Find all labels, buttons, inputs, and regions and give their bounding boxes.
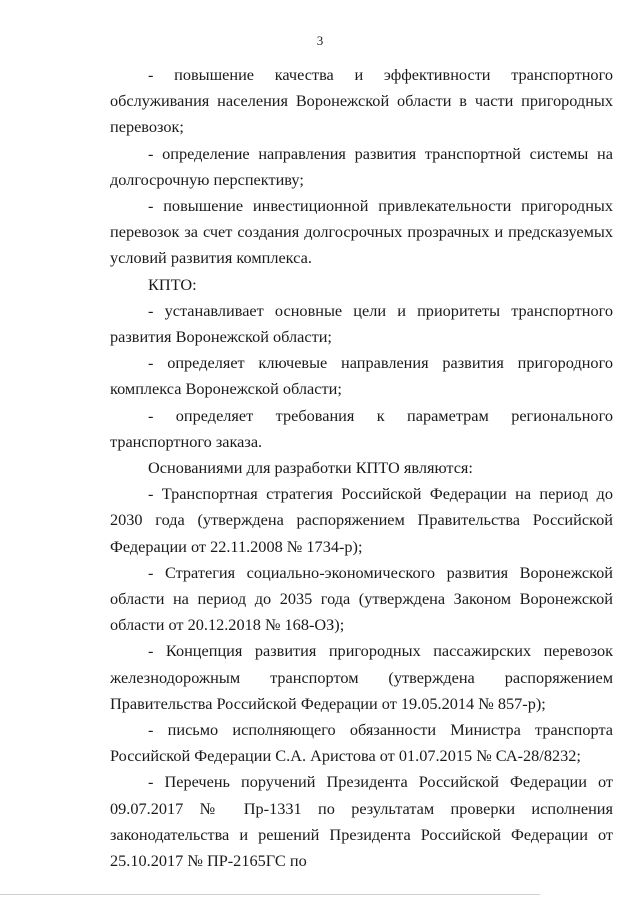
paragraph-ministry-letter: - письмо исполняющего обязанности Министра транспорта Российской Федерации С.А. Аристова от 01.07.2015 № СА-28/8232; bbox=[110, 720, 613, 766]
paragraph-grounds-heading: Основаниями для разработки КПТО являются: bbox=[148, 458, 473, 478]
paragraph-socioeconomic-strategy: - Стратегия социально-экономического развития Воронежской области на период до 2035 года (утверждена Законом Воронежской области от 20.12.2018 № 168-ОЗ); bbox=[110, 562, 613, 635]
paragraph-development-direction: - определение направления развития транспортной системы на долгосрочную перспективу; bbox=[110, 143, 613, 189]
scan-edge-line bbox=[0, 894, 540, 895]
page-number: 3 bbox=[316, 33, 324, 48]
paragraph-rail-concept: - Концепция развития пригородных пассажирских перевозок железнодорожным транспортом (утверждена распоряжением Правительства Российской Федерации от 19.05.2014 № 857-р); bbox=[110, 641, 613, 713]
document-body bbox=[110, 62, 613, 874]
paragraph-kpto-heading: КПТО: bbox=[148, 274, 197, 294]
paragraph-goals-priorities: - устанавливает основные цели и приоритеты транспортного развития Воронежской области; bbox=[110, 300, 613, 347]
paragraph-transport-strategy: - Транспортная стратегия Российской Федерации на период до 2030 года (утверждена распоряжением Правительства Российской Федерации от 22.11.2008 № 1734-р); bbox=[110, 484, 613, 556]
paragraph-quality-improvement: - повышение качества и эффективности транспортного обслуживания населения Воронежской области в части пригородных перевозок; bbox=[110, 65, 613, 137]
paragraph-order-requirements: - определяет требования к параметрам регионального транспортного заказа. bbox=[110, 405, 613, 451]
paragraph-investment-attractiveness: - повышение инвестиционной привлекательности пригородных перевозок за счет создания долгосрочных прозрачных и предсказуемых условий развития комплекса. bbox=[110, 196, 613, 268]
paragraph-key-directions: - определяет ключевые направления развития пригородного комплекса Воронежской области; bbox=[110, 353, 613, 399]
paragraph-president-instructions: - Перечень поручений Президента Российской Федерации от 09.07.2017 № Пр-1331 по результатам проверки исполнения законодательства и решений Президента Российской Федерации от 25.10.2017 № ПР-2165ГС по bbox=[110, 772, 613, 871]
